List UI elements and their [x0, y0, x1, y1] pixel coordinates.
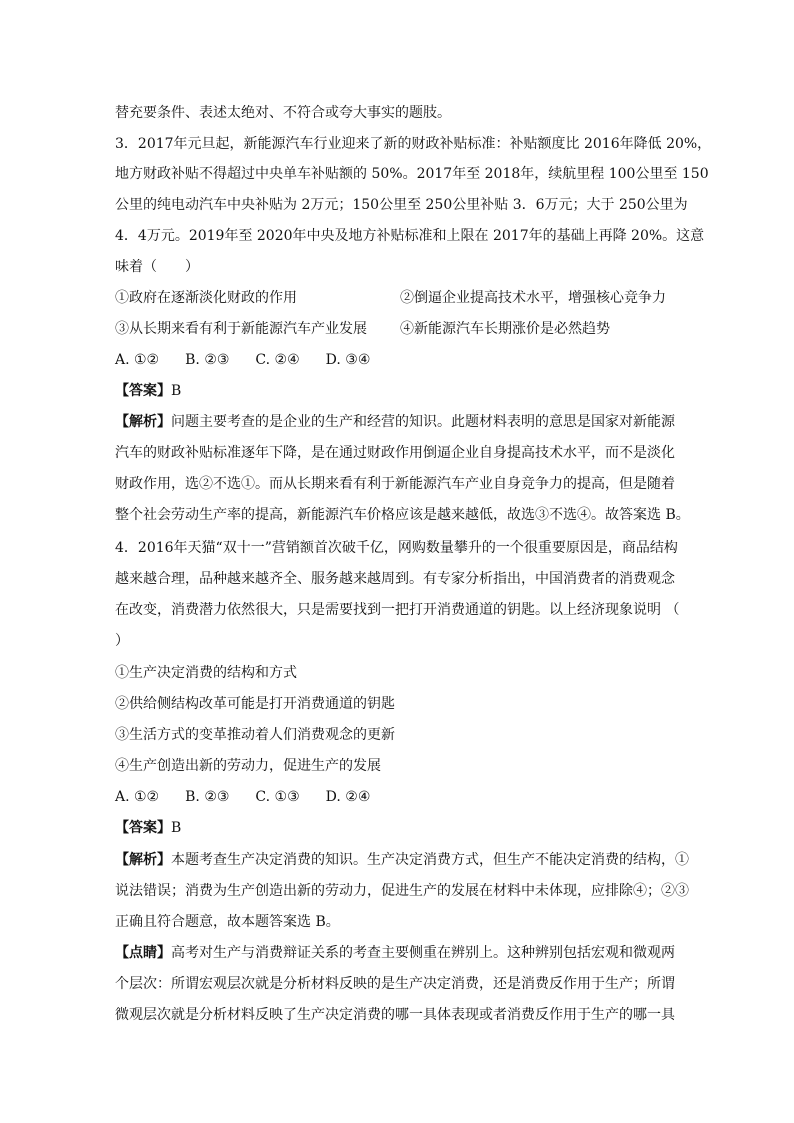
answer-value: B [171, 383, 182, 399]
question-4-note [115, 943, 675, 963]
question-3-statements-row [115, 319, 367, 339]
option-d: D. ③④ [325, 352, 371, 368]
question-3-answer [115, 381, 181, 401]
question-4-stem: 在改变，消费潜力依然很大，只是需要找到一把打开消费通道的钥匙。以上经济现象说明 （ [115, 602, 680, 618]
question-3-statements-row [400, 319, 610, 339]
question-3-statements-row [400, 288, 666, 308]
option-a: A. ①② [115, 789, 160, 805]
statement-4: ④生产创造出新的劳动力，促进生产的发展 [115, 758, 381, 774]
question-3-options [115, 350, 396, 370]
option-b: B. ②③ [185, 352, 230, 368]
question-3-analysis: 汽车的财政补贴标准逐年下降，是在通过财政作用倒逼企业自身提高技术水平，而不是淡化 [115, 445, 675, 461]
analysis-tag: 【解析】 [115, 852, 171, 868]
analysis-text: 本题考查生产决定消费的知识。生产决定消费方式，但生产不能决定消费的结构，① [171, 852, 689, 868]
question-4-options [115, 787, 396, 807]
statement-1: ①政府在逐渐淡化财政的作用 [115, 290, 297, 306]
question-3-statements-row [115, 288, 297, 308]
question-3-analysis: 整个社会劳动生产率的提高，新能源汽车价格应该是越来越低，故选③不选④。故答案选 B。 [115, 507, 690, 523]
question-4-stem: ） [115, 633, 129, 649]
question-4-analysis: 正确且符合题意，故本题答案选 B。 [115, 914, 340, 930]
question-4-analysis: 说法错误；消费为生产创造出新的劳动力，促进生产的发展在材料中未体现，应排除④；②③ [115, 883, 689, 899]
text-line: 替充要条件、表述太绝对、不符合或夸大事实的题肢。 [115, 105, 451, 121]
analysis-text: 问题主要考查的是企业的生产和经营的知识。此题材料表明的意思是国家对新能源 [171, 414, 675, 430]
option-a: A. ①② [115, 352, 160, 368]
question-3-analysis [115, 412, 675, 432]
option-b: B. ②③ [185, 789, 230, 805]
option-c: C. ②④ [255, 352, 300, 368]
answer-tag: 【答案】 [115, 383, 171, 399]
question-4-stem: 越来越合理，品种越来越齐全、服务越来越周到。有专家分析指出，中国消费者的消费观念 [115, 571, 675, 587]
note-text: 高考对生产与消费辩证关系的考查主要侧重在辨别上。这种辨别包括宏观和微观两 [171, 945, 675, 961]
answer-tag: 【答案】 [115, 820, 171, 836]
analysis-tag: 【解析】 [115, 414, 171, 430]
question-4-analysis [115, 850, 689, 870]
question-4-note: 微观层次就是分析材料反映了生产决定消费的哪一具体表现或者消费反作用于生产的哪一具 [115, 1007, 675, 1023]
question-4-note: 个层次：所谓宏观层次就是分析材料反映的是生产决定消费，还是消费反作用于生产；所谓 [115, 976, 675, 992]
question-3-stem: 地方财政补贴不得超过中央单车补贴额的 50%。2017年至 2018年，续航里程 100公里至 150 [115, 166, 709, 182]
question-3-stem: 4．4万元。2019年至 2020年中央及地方补贴标准和上限在 2017年的基础上再降 20%。这意 [115, 228, 705, 244]
statement-1: ①生产决定消费的结构和方式 [115, 665, 297, 681]
statement-4: ④新能源汽车长期涨价是必然趋势 [400, 321, 610, 337]
answer-value: B [171, 820, 182, 836]
question-4-answer [115, 818, 181, 838]
statement-3: ③从长期来看有利于新能源汽车产业发展 [115, 321, 367, 337]
statement-2: ②供给侧结构改革可能是打开消费通道的钥匙 [115, 696, 395, 712]
option-c: C. ①③ [255, 789, 300, 805]
question-4-stem: 4．2016年天猫“双十一”营销额首次破千亿，网购数量攀升的一个很重要原因是，商品结构 [115, 540, 678, 556]
question-3-stem: 公里的纯电动汽车中央补贴为 2万元；150公里至 250公里补贴 3．6万元；大于 250公里为 [115, 197, 688, 213]
statement-3: ③生活方式的变革推动着人们消费观念的更新 [115, 727, 395, 743]
question-3-analysis: 财政作用，选②不选①。而从长期来看有利于新能源汽车产业自身竞争力的提高，但是随着 [115, 476, 675, 492]
question-3-stem: 味着（ ） [115, 259, 199, 275]
statement-2: ②倒逼企业提高技术水平，增强核心竞争力 [400, 290, 666, 306]
option-d: D. ②④ [325, 789, 371, 805]
question-3-stem: 3．2017年元旦起，新能源汽车行业迎来了新的财政补贴标准：补贴额度比 2016年降低 20%， [115, 136, 712, 152]
note-tag: 【点睛】 [115, 945, 171, 961]
